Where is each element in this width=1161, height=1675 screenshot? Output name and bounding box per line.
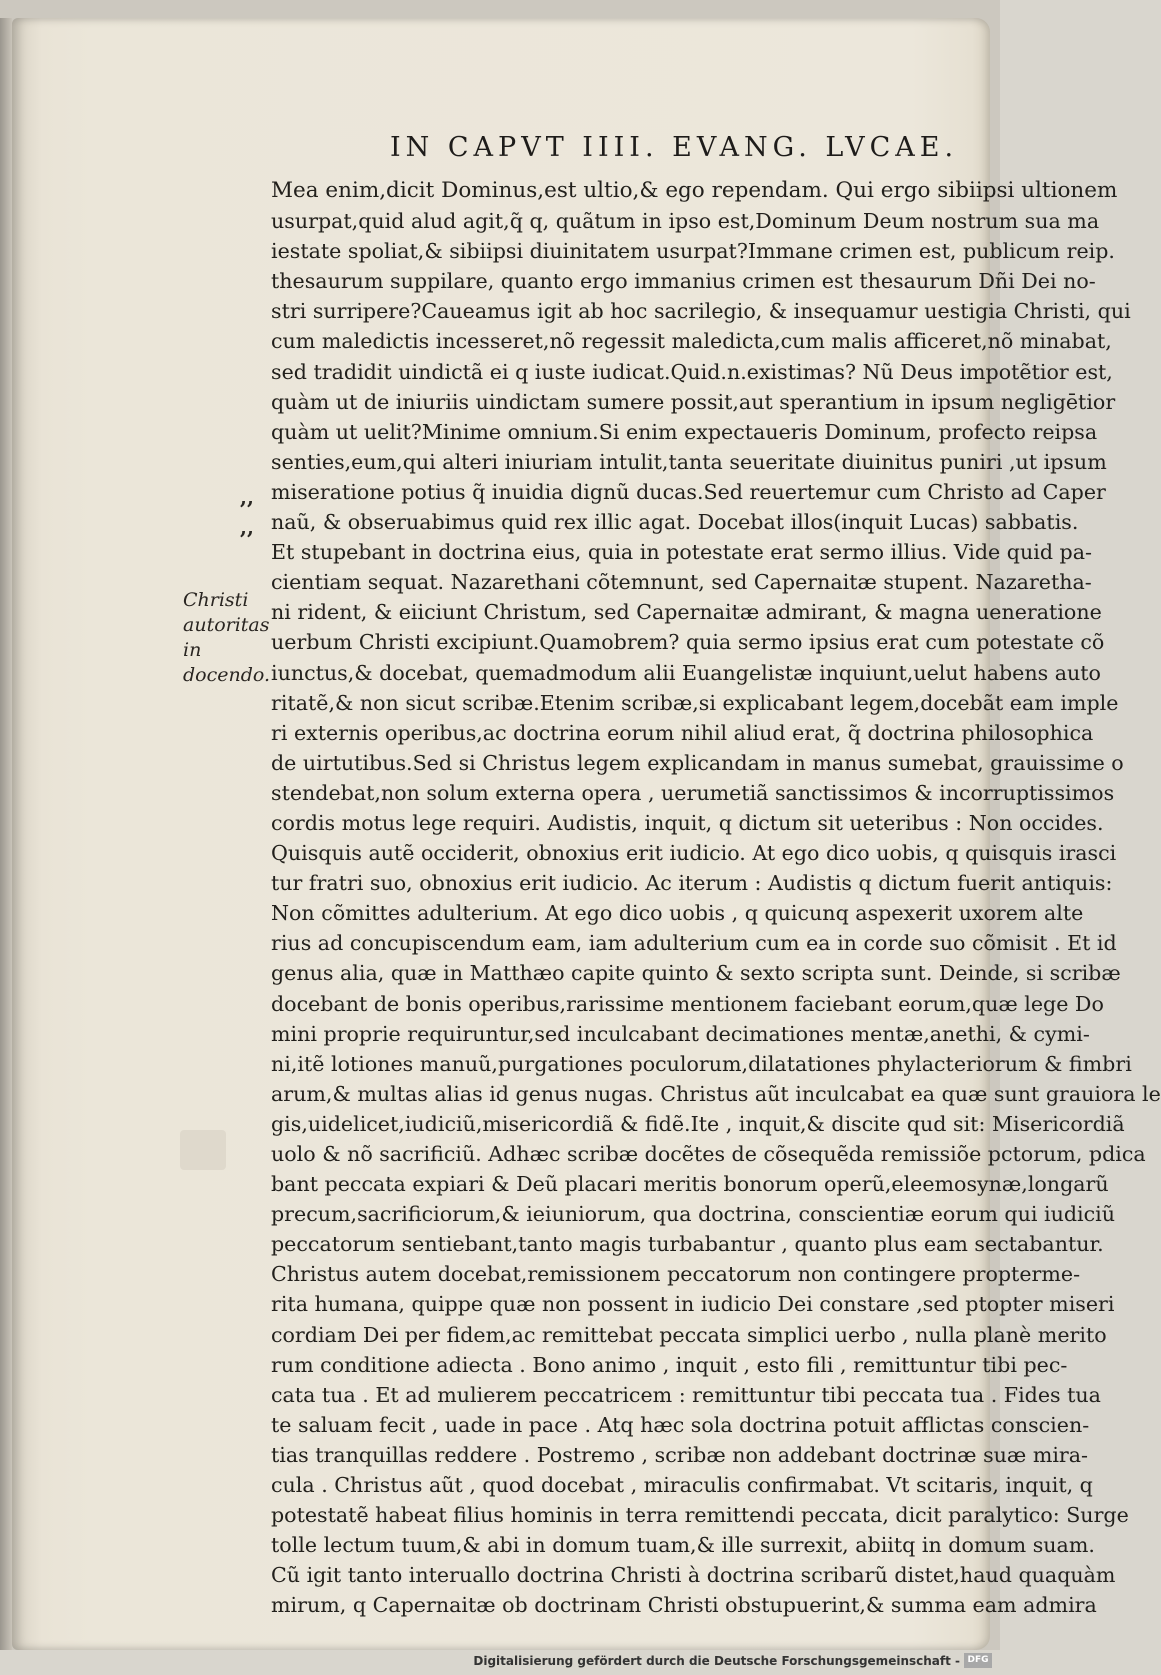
quotation-marks	[240, 482, 254, 542]
text-line: Christus autem docebat,remissionem peccatorum non contingere propterme-	[271, 1262, 1081, 1287]
text-line: naũ, & obseruabimus quid rex illic agat. Docebat illos(inquit Lucas) sabbatis.	[271, 510, 1079, 535]
text-line: uerbum Christi excipiunt.Quamobrem? quia sermo ipsius erat cum potestate cõ	[271, 630, 1105, 655]
text-line: senties,eum,qui alteri iniuriam intulit,tanta seueritate diuinitus puniri ,ut ipsum	[271, 449, 1107, 474]
text-line: cordis motus lege requiri. Audistis, inquit, q dictum sit ueteribus : Non occides.	[271, 810, 1104, 835]
text-line: de uirtutibus.Sed si Christus legem explicandam in manus sumebat, grauissime o	[271, 750, 1124, 775]
text-line: Mea enim,dicit Dominus,est ultio,& ego rependam. Qui ergo sibiipsi ultionem	[271, 178, 1118, 203]
text-line: uolo & nõ sacrificiũ. Adhæc scribæ docẽtes de cõsequẽda remissiõe pctorum, pdica	[271, 1142, 1146, 1166]
text-line: genus alia, quæ in Matthæo capite quinto & sexto scripta sunt. Deinde, si scribæ	[271, 961, 1121, 986]
text-line: iestate spoliat,& sibiipsi diuinitatem usurpat?Immane crimen est, publicum reip.	[271, 239, 1115, 264]
text-line: tur fratri suo, obnoxius erit iudicio. Ac iterum : Audistis q dictum fuerit antiquis:	[271, 871, 1113, 896]
text-line: rum conditione adiecta . Bono animo , inquit , esto fili , remittuntur tibi pec-	[271, 1352, 1068, 1377]
text-line: tolle lectum tuum,& abi in domum tuam,& ille surrexit, abiitq in domum suam.	[271, 1533, 1095, 1558]
text-line: mirum, q Capernaitæ ob doctrinam Christi obstupuerint,& summa eam admira	[271, 1593, 1097, 1618]
text-line: Non cõmittes adulterium. At ego dico uobis , q quicunq aspexerit uxorem alte	[271, 901, 1084, 926]
text-line: peccatorum sentiebant,tanto magis turbabantur , quanto plus eam sectabantur.	[271, 1232, 1104, 1257]
text-line: cientiam sequat. Nazarethani cõtemnunt, sed Capernaitæ stupent. Nazaretha-	[271, 570, 1092, 595]
text-line: rius ad concupiscendum eam, iam adulterium cum ea in corde suo cõmisit . Et id	[271, 931, 1117, 956]
text-line: quàm ut de iniuriis uindictam sumere possit,aut sperantium in ipsum negligētior	[271, 389, 1116, 414]
text-line: stendebat,non solum externa opera , uerumetiã sanctissimos & incorruptissimos	[271, 780, 1115, 805]
text-line: ni rident, & eiiciunt Christum, sed Capernaitæ admirant, & magna ueneratione	[271, 600, 1102, 625]
running-head: IN CAPVT IIII. EVANG. LVCAE.	[390, 132, 959, 163]
text-line: docebant de bonis operibus,rarissime mentionem faciebant eorum,quæ lege Do	[271, 991, 1104, 1016]
text-line: precum,sacrificiorum,& ieiuniorum, qua doctrina, conscientiæ eorum qui iudiciũ	[271, 1202, 1115, 1227]
text-line: cula . Christus aũt , quod docebat , miraculis confirmabat. Vt scitaris, inquit, q	[271, 1473, 1093, 1498]
text-line: arum,& multas alias id genus nugas. Christus aũt inculcabat ea quæ sunt grauiora le	[271, 1081, 1161, 1106]
digitization-credit: Digitalisierung gefördert durch die Deutsche Forschungsgemeinschaft -	[473, 1654, 960, 1668]
text-line: Quisquis autẽ occiderit, obnoxius erit iudicio. At ego dico uobis, q quisquis irasci	[271, 841, 1117, 866]
text-line: sed tradidit uindictã ei q iuste iudicat.Quid.n.existimas? Nũ Deus impotẽtior est,	[271, 359, 1113, 384]
page-edge	[0, 18, 12, 1650]
quote-mark: ,,	[240, 485, 254, 509]
text-line: potestatẽ habeat filius hominis in terra remittendi peccata, dicit paralytico: Surge	[271, 1503, 1129, 1528]
text-line: ri externis operibus,ac doctrina eorum nihil aliud erat, q̃ doctrina philosophica	[271, 720, 1094, 745]
text-line: cum maledictis incesseret,nõ regessit maledicta,cum malis afficeret,nõ minabat,	[271, 329, 1112, 354]
text-line: thesaurum suppilare, quanto ergo immanius crimen est thesaurum Dñi Dei no-	[271, 269, 1096, 294]
text-line: usurpat,quid alud agit,q̃ q, quãtum in ipso est,Dominum Deum nostrum sua ma	[271, 209, 1100, 234]
text-line: ritatẽ,& non sicut scribæ.Etenim scribæ,si explicabant legem,docebãt eam imple	[271, 690, 1119, 715]
text-line: quàm ut uelit?Minime omnium.Si enim expectaueris Dominum, profecto reipsa	[271, 419, 1098, 444]
quote-mark: ,,	[240, 515, 254, 539]
text-line: bant peccata expiari & Deũ placari meritis bonorum operũ,eleemosynæ,longarũ	[271, 1172, 1109, 1197]
body-text	[271, 176, 1161, 1621]
text-line: te saluam fecit , uade in pace . Atq hæc sola doctrina potuit afflictas conscien-	[271, 1412, 1090, 1437]
text-line: cata tua . Et ad mulierem peccatricem : remittuntur tibi peccata tua . Fides tua	[271, 1382, 1101, 1407]
text-line: miseratione potius q̃ inuidia dignũ ducas.Sed reuertemur cum Christo ad Caper	[271, 479, 1106, 504]
text-line: rita humana, quippe quæ non possent in iudicio Dei constare ,sed ptopter miseri	[271, 1292, 1115, 1317]
text-line: stri surripere?Caueamus igit ab hoc sacrilegio, & insequamur uestigia Christi, qui	[271, 299, 1131, 324]
margin-note: Christi autoritas in docendo.	[183, 589, 271, 686]
text-line: Et stupebant in doctrina eius, quia in potestate erat sermo illius. Vide quid pa-	[271, 540, 1092, 565]
text-line: Cũ igit tanto interuallo doctrina Christi à doctrina scribarũ distet,haud quaquàm	[271, 1563, 1116, 1588]
text-line: iunctus,& docebat, quemadmodum alii Euangelistæ inquiunt,uelut habens auto	[271, 660, 1101, 685]
text-line: cordiam Dei per fidem,ac remittebat peccata simplici uerbo , nulla planè merito	[271, 1322, 1107, 1347]
dfg-logo: DFG	[964, 1653, 992, 1668]
faded-margin-mark	[180, 1130, 226, 1170]
text-line: gis,uidelicet,iudiciũ,misericordiã & fidẽ.Ite , inquit,& discite qud sit: Misericordiã	[271, 1111, 1125, 1136]
text-line: ni,itẽ lotiones manuũ,purgationes poculorum,dilatationes phylacteriorum & fimbri	[271, 1051, 1132, 1076]
text-line: mini proprie requiruntur,sed inculcabant decimationes mentæ,anethi, & cymi-	[271, 1021, 1090, 1046]
text-line: tias tranquillas reddere . Postremo , scribæ non addebant doctrinæ suæ mira-	[271, 1442, 1089, 1467]
